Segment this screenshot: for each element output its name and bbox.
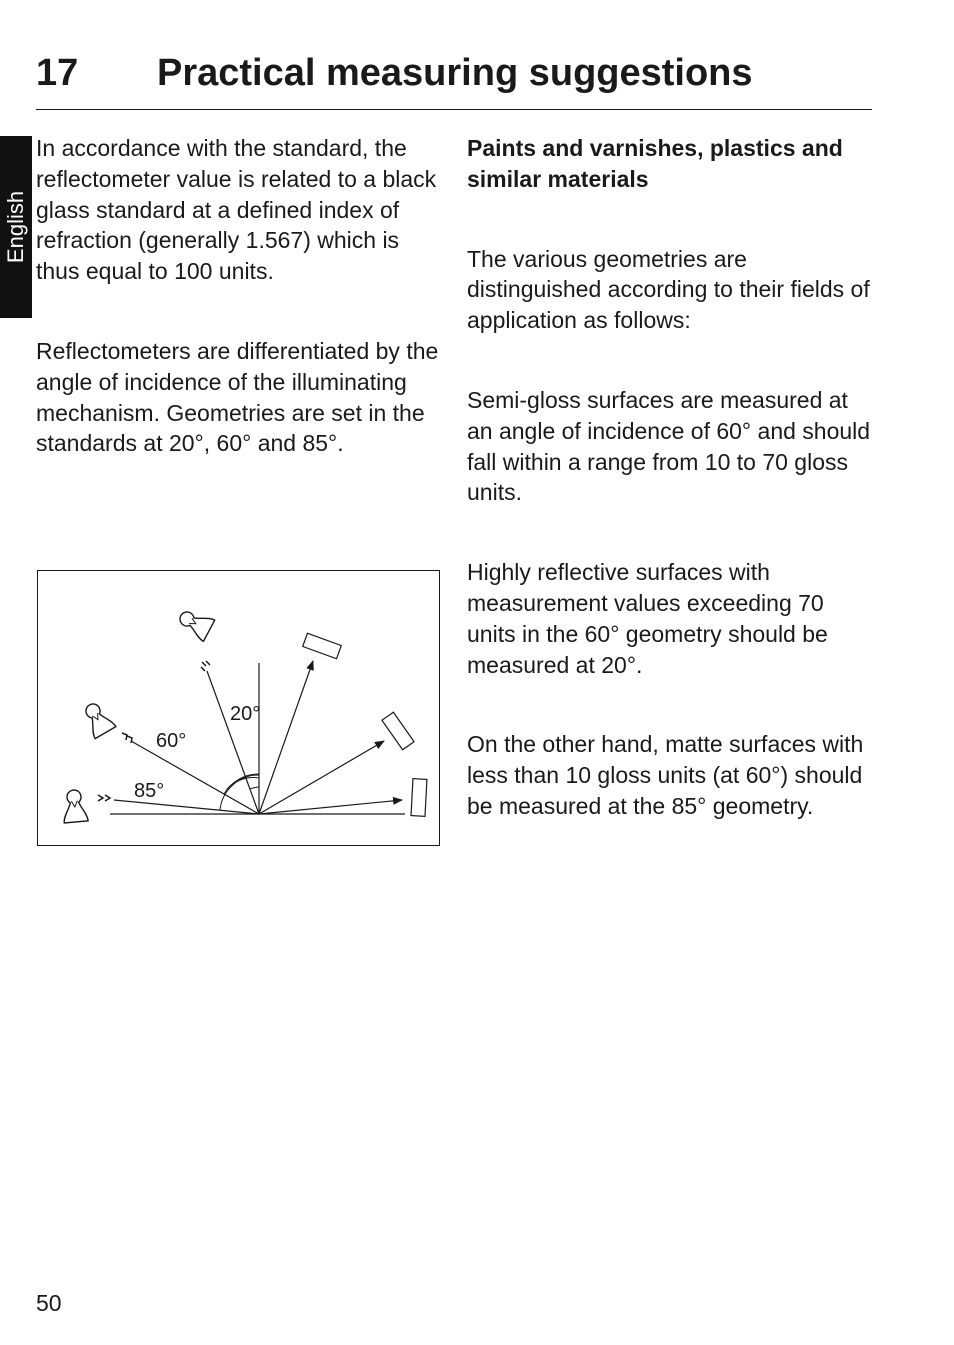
geometries-intro-paragraph: The various geometries are distinguished according to their fields of application as follows: [467, 245, 870, 334]
angle-arcs [220, 774, 259, 810]
right-column [467, 133, 877, 871]
incident-ray-20 [201, 661, 259, 814]
detector-60 [382, 712, 414, 750]
angle-label-60: 60° [156, 730, 187, 752]
reflected-ray-20 [259, 661, 313, 814]
high-gloss-paragraph: Highly reflective surfaces with measurement values exceeding 70 units in the 60° geometry should be measured at 20°. [467, 559, 828, 678]
title-rule [36, 109, 872, 110]
light-bulb-icon-20 [175, 605, 215, 641]
language-tab-label: English [3, 190, 28, 264]
angle-label-85: 85° [134, 780, 165, 802]
matte-paragraph: On the other hand, matte surfaces with less than 10 gloss units (at 60°) should be measured at the 85° geometry. [467, 731, 864, 819]
chapter-title: Practical measuring suggestions [157, 52, 753, 94]
page-number: 50 [36, 1290, 62, 1316]
light-bulb-icon-60 [79, 699, 116, 739]
standard-paragraph: In accordance with the standard, the reflectometer value is related to a black glass standard at a defined index of refraction (generally 1.567) which is thus equal to 100 units. [36, 135, 437, 285]
semi-gloss-paragraph: Semi-gloss surfaces are measured at an angle of incidence of 60° and should fall within a range from 10 to 70 gloss units. [467, 386, 871, 506]
angle-label-20: 20° [230, 703, 261, 725]
chapter-number: 17 [36, 52, 79, 94]
geometry-diagram [37, 570, 440, 846]
detector-85 [411, 779, 427, 817]
language-tab [0, 136, 32, 318]
detector-20 [303, 633, 342, 658]
light-bulb-icon-85 [61, 789, 88, 823]
section-subheading: Paints and varnishes, plastics and similar materials [467, 135, 843, 192]
page-title [36, 48, 753, 98]
incident-ray-85 [98, 795, 259, 814]
geometries-paragraph: Reflectometers are differentiated by the angle of incidence of the illuminating mechanism. Geometries are set in the standards at 20°, 60° and 85°. [36, 337, 439, 457]
left-column [36, 133, 441, 508]
